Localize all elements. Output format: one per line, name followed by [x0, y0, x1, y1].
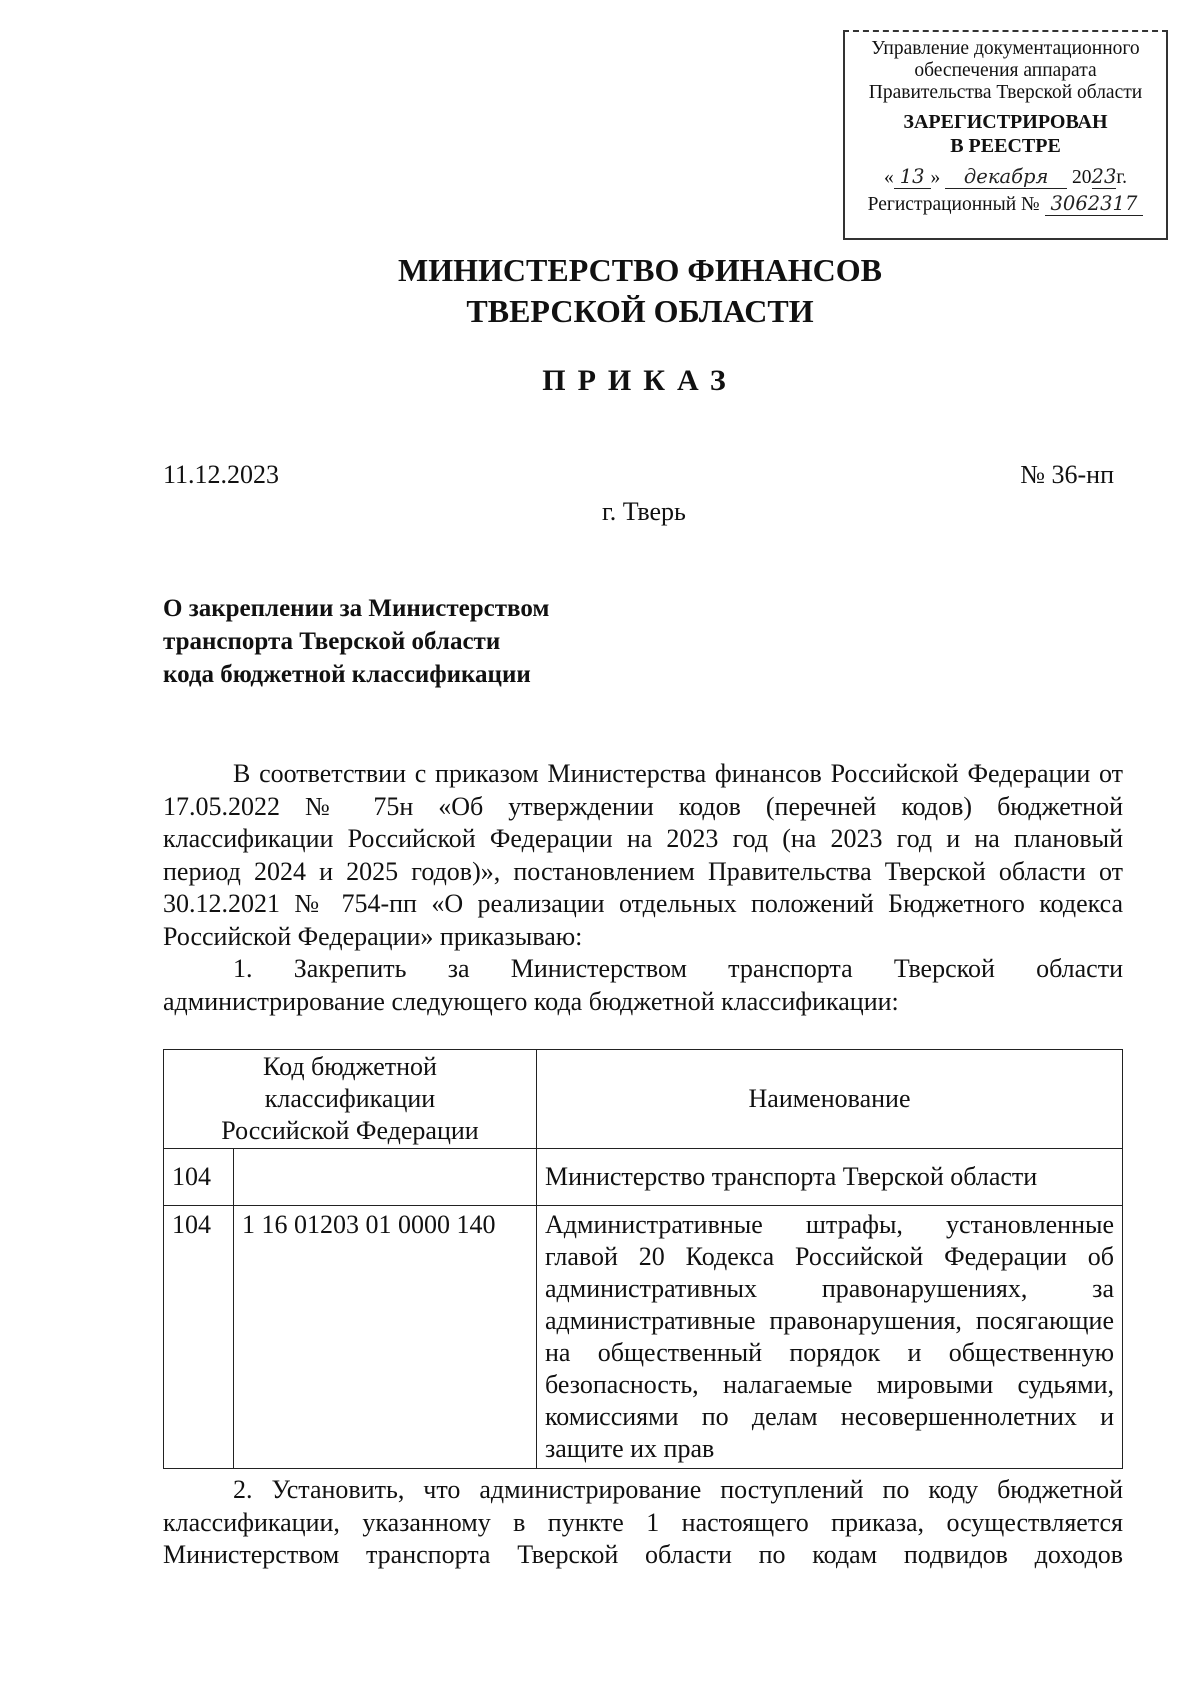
- org-line: МИНИСТЕРСТВО ФИНАНСОВ: [398, 252, 882, 288]
- stamp-line: Правительства Тверской области: [868, 82, 1143, 103]
- body-text: [163, 758, 1123, 1018]
- stamp-month: декабря: [945, 166, 1067, 189]
- stamp-date: « 13 » декабря 2023г.: [883, 165, 1128, 188]
- document-city: г. Тверь: [602, 497, 686, 526]
- stamp-line: Управление документационного: [871, 38, 1140, 59]
- stamp-reg-number: 3062317: [1045, 193, 1144, 216]
- document-date: 11.12.2023: [163, 460, 280, 489]
- stamp-year-end: г.: [1116, 167, 1128, 188]
- cell-name: Министерство транспорта Тверской области: [537, 1149, 1123, 1206]
- stamp-status: ЗАРЕГИСТРИРОВАН: [903, 111, 1108, 133]
- cell-name: Административные штрафы, установленные главой 20 Кодекса Российской Федерации об административных правонарушениях, за административные правонарушения, посягающие на общественный порядок и общественную безопасность, налагаемые мировыми судьями, комиссиями по делам несовершеннолетних и защите их прав: [537, 1206, 1123, 1469]
- cell-admin: 104: [164, 1149, 234, 1206]
- preamble: В соответствии с приказом Министерства финансов Российской Федерации от 17.05.2022 № 75н «Об утверждении кодов (перечней кодов) бюджетной классификации Российской Федерации на 2023 год (на 2023 год и на плановый период 2024 и 2025 годов)», постановлением Правительства Тверской области от 30.12.2021 № 754-пп «О реализации отдельных положений Бюджетного кодекса Российской Федерации» приказываю:: [163, 759, 1123, 951]
- stamp-status: В РЕЕСТРЕ: [950, 135, 1061, 157]
- subject-line: транспорта Тверской области: [163, 628, 501, 655]
- stamp-reg: [845, 193, 1166, 216]
- cell-code: [234, 1149, 537, 1206]
- stamp-day: 13: [894, 166, 931, 189]
- cell-code: 1 16 01203 01 0000 140: [234, 1206, 537, 1469]
- table-row: [164, 1149, 1123, 1206]
- body-text-2: [163, 1474, 1123, 1572]
- header-name: Наименование: [537, 1050, 1123, 1149]
- stamp-year: 23: [1091, 165, 1117, 188]
- organization-title: [0, 250, 1200, 332]
- cell-admin: 104: [164, 1206, 234, 1469]
- document-number: № 36-нп: [1020, 460, 1114, 489]
- org-line: ТВЕРСКОЙ ОБЛАСТИ: [466, 293, 814, 329]
- document-type: ПРИКАЗ: [542, 364, 738, 397]
- stamp-year-prefix: 20: [1072, 167, 1092, 188]
- stamp-line: обеспечения аппарата: [914, 60, 1097, 81]
- document-subject: [163, 592, 549, 691]
- item-2: 2. Установить, что администрирование поступлений по коду бюджетной классификации, указанному в пункте 1 настоящего приказа, осуществляется Министерством транспорта Тверской области по кодам подвидов доходов: [163, 1475, 1123, 1569]
- stamp-reg-label: Регистрационный №: [867, 194, 1040, 215]
- table-row: [164, 1206, 1123, 1469]
- budget-code-table: [163, 1049, 1123, 1469]
- registration-stamp: [843, 30, 1168, 240]
- subject-line: О закреплении за Министерством: [163, 595, 550, 622]
- item-1: 1. Закрепить за Министерством транспорта Тверской области администрирование следующего кода бюджетной классификации:: [163, 954, 1123, 1016]
- table-header-row: [164, 1050, 1123, 1149]
- subject-line: кода бюджетной классификации: [163, 661, 531, 688]
- header-code: Код бюджетной классификации Российской Федерации: [164, 1050, 537, 1149]
